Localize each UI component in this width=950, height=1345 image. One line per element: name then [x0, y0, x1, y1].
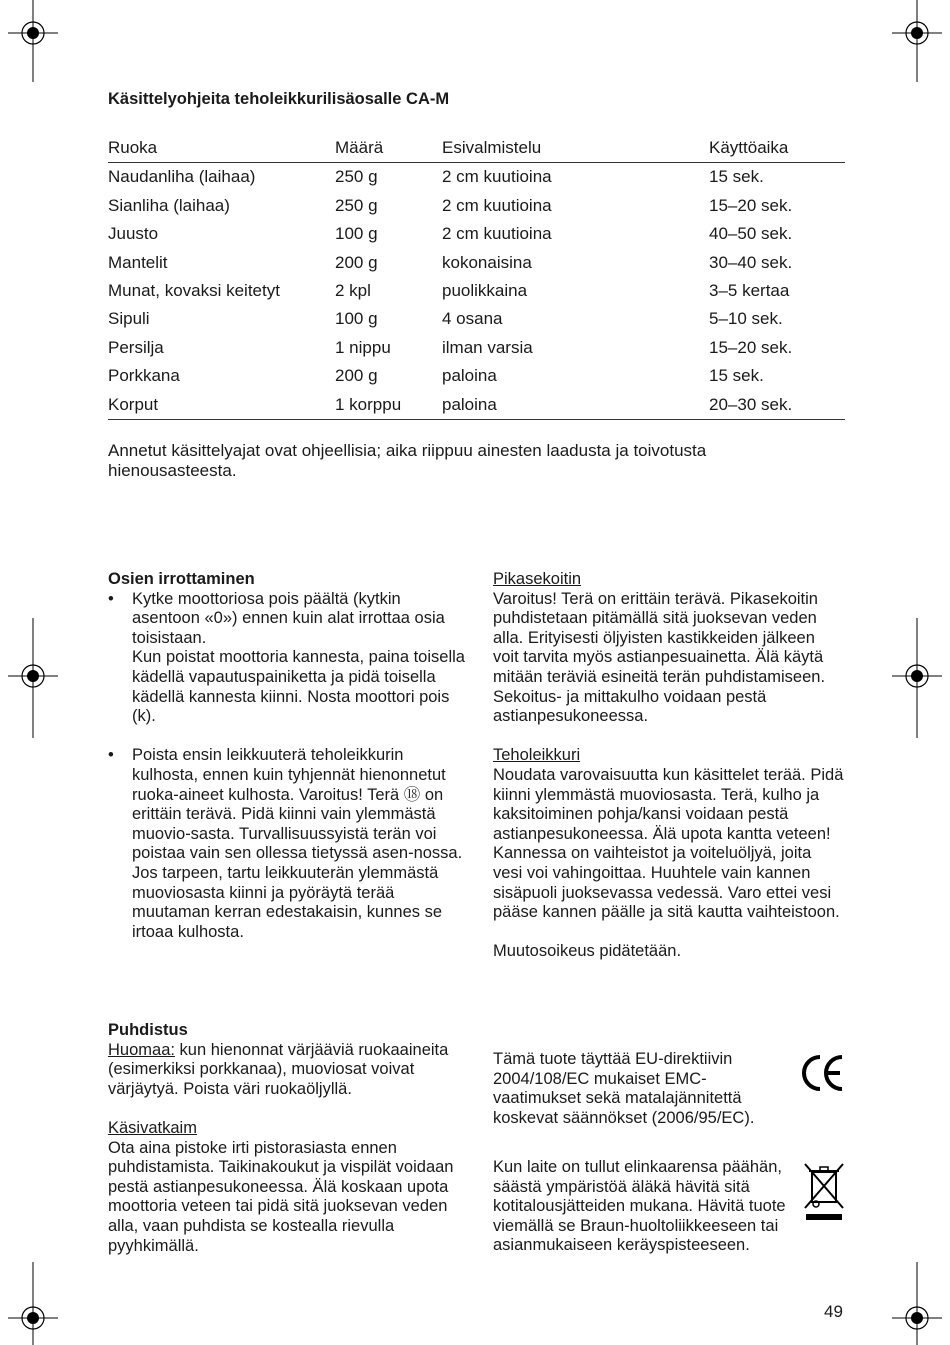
bullet-icon: •	[108, 746, 114, 765]
table-header-row	[108, 134, 845, 163]
disassembly-step-1: Kytke moottoriosa pois päältä (kytkin asentoon «0») ennen kuin alat irrottaa osia toisistaan.	[132, 589, 445, 647]
table-cell: Sipuli	[108, 309, 150, 329]
table-row	[108, 163, 845, 192]
table-cell: Porkkana	[108, 366, 180, 386]
ce-mark-icon	[801, 1053, 845, 1093]
table-cell: 5–10 sek.	[709, 309, 783, 329]
table-cell: 15–20 sek.	[709, 337, 793, 357]
table-cell: puolikkaina	[442, 280, 528, 300]
disassembly-step-1-continued: Kun poistat moottoria kannesta, paina toisella kädellä vapautuspainiketta ja pidä toisella kädellä kannesta kiinni. Nosta moottori pois (k).	[132, 648, 465, 726]
table-cell: 20–30 sek.	[709, 394, 793, 414]
table-row	[108, 390, 845, 419]
list-item	[108, 590, 468, 727]
table-cell: 100 g	[335, 309, 378, 329]
disassembly-step-2: Poista ensin leikkuuterä teholeikkurin kulhosta, ennen kuin tyhjennät hienonnetut ruoka-aineet kulhosta. Varoitus! Terä ⑱ on erittäin terävä. Pidä kiinni vain ylemmästä muovio-sasta. Turvallisuussyistä terän voi poistaa vain sen ollessa tietyssä asen-nossa. Jos tarpeen, tartu leikkuuterän ylemmästä muoviosasta kiinni ja pyöräytä terää muutaman kerran edestakaisin, kunnes se irtoaa kulhosta.	[132, 746, 463, 941]
registration-mark-top-right	[892, 0, 942, 82]
table-cell: Munat, kovaksi keitetyt	[108, 280, 280, 300]
column-header-amount: Määrä	[335, 138, 384, 158]
table-row	[108, 305, 845, 333]
table-cell: Persilja	[108, 337, 164, 357]
table-footnote: Annetut käsittelyajat ovat ohjeellisia; aika riippuu ainesten laadusta ja toivotusta hienousasteesta.	[108, 441, 707, 480]
table-cell: ilman varsia	[442, 337, 533, 357]
registration-mark-top-left	[8, 0, 58, 82]
table-cell: Naudanliha (laihaa)	[108, 167, 256, 187]
table-cell: 15–20 sek.	[709, 195, 793, 215]
table-cell: kokonaisina	[442, 252, 532, 272]
crossed-out-bin-icon	[803, 1162, 845, 1222]
chopper-text: Noudata varovaisuutta kun käsittelet terää. Pidä kiinni ylemmästä muoviosasta. Terä, kulho ja kaksitoiminen pohja/kansi voidaan pestä astianpesukoneessa. Älä upota kantta veteen! Kannessa on vaihteistot ja voiteluöljyä, joita vesi voi vahingoittaa. Huuhtele vain kannen sisäpuoli juoksevassa vedessä. Varo ettei vesi pääse kannen päälle ja sitä kautta vaihteistoon.	[493, 765, 844, 922]
bullet-icon: •	[108, 589, 114, 608]
rights-reserved: Muutosoikeus pidätetään.	[493, 942, 682, 961]
table-row	[108, 362, 845, 390]
disposal-text: Kun laite on tullut elinkaarensa päähän, säästä ympäristöä äläkä hävitä sitä kotitalousjätteiden mukana. Hävitä tuote viemällä se Braun-huoltoliikkeeseen tai asianmukaiseen keräyspisteeseen.	[493, 1158, 786, 1255]
table-row	[108, 277, 845, 305]
table-cell: 1 nippu	[335, 337, 391, 357]
page-title: Käsittelyohjeita teholeikkurilisäosalle CA-M	[108, 90, 450, 108]
processing-table	[108, 134, 845, 420]
right-column	[493, 570, 845, 962]
table-cell: paloina	[442, 366, 497, 386]
table-row	[108, 248, 845, 276]
table-cell: 30–40 sek.	[709, 252, 793, 272]
table-cell: 15 sek.	[709, 366, 764, 386]
column-header-preparation: Esivalmistelu	[442, 138, 542, 158]
table-cell: Korput	[108, 394, 159, 414]
ce-declaration	[493, 1050, 793, 1128]
left-column	[108, 570, 468, 942]
table-cell: 250 g	[335, 167, 378, 187]
section-heading-cleaning: Puhdistus	[108, 1021, 188, 1039]
ce-text: Tämä tuote täyttää EU-direktiivin 2004/108/EC mukaiset EMC-vaatimukset sekä matalajännitettä koskevat säännökset (2006/95/EC).	[493, 1050, 755, 1127]
column-header-time: Käyttöaika	[709, 138, 789, 158]
note-text: kun hienonnat värjääviä ruokaaineita (esimerkiksi porkkanaa), muoviosat voivat värjäytyä. Poista väri ruokaöljyllä.	[108, 1040, 449, 1098]
table-cell: 250 g	[335, 195, 378, 215]
list-item	[108, 746, 468, 942]
section-heading-disassembly: Osien irrottaminen	[108, 570, 255, 588]
table-row	[108, 191, 845, 219]
subheading-blender: Pikasekoitin	[493, 570, 582, 588]
table-cell: Mantelit	[108, 252, 168, 272]
hand-mixer-text: Ota aina pistoke irti pistorasiasta ennen puhdistamista. Taikinakoukut ja vispilät voidaan pestä astianpesukoneessa. Älä koskaan upota moottoria veteen tai pidä sitä juoksevan veden alla, vaan puhdista se kostealla rievulla pyyhkimällä.	[108, 1138, 454, 1255]
table-cell: 3–5 kertaa	[709, 280, 790, 300]
registration-mark-mid-right	[892, 618, 942, 738]
registration-mark-mid-left	[8, 618, 58, 738]
table-cell: 200 g	[335, 366, 378, 386]
table-cell: 15 sek.	[709, 167, 764, 187]
table-cell: 4 osana	[442, 309, 503, 329]
table-row	[108, 220, 845, 248]
registration-mark-bottom-right	[892, 1262, 942, 1345]
table-row	[108, 333, 845, 361]
subheading-hand-mixer: Käsivatkaim	[108, 1118, 197, 1137]
cleaning-note	[108, 1041, 468, 1100]
cleaning-section	[108, 1021, 468, 1256]
page-number: 49	[824, 1302, 843, 1321]
note-label: Huomaa:	[108, 1040, 175, 1059]
table-cell: 1 korppu	[335, 394, 402, 414]
table-cell: 200 g	[335, 252, 378, 272]
table-cell: 40–50 sek.	[709, 224, 793, 244]
registration-mark-bottom-left	[8, 1262, 58, 1345]
table-cell: Juusto	[108, 224, 159, 244]
table-cell: 2 cm kuutioina	[442, 195, 552, 215]
blender-text: Varoitus! Terä on erittäin terävä. Pikasekoitin puhdistetaan pitämällä sitä juoksevan veden alla. Erityisesti öljyisten kastikkeiden jälkeen voit tarvita myös astianpesuainetta. Älä käytä mitään teräviä esineitä terän puhdistamiseen. Sekoitus- ja mittakulho voidaan pestä astianpesukoneessa.	[493, 589, 826, 726]
table-cell: 100 g	[335, 224, 378, 244]
column-header-food: Ruoka	[108, 138, 158, 158]
table-cell: 2 cm kuutioina	[442, 167, 552, 187]
table-cell: paloina	[442, 394, 497, 414]
table-cell: Sianliha (laihaa)	[108, 195, 230, 215]
subheading-chopper: Teholeikkuri	[493, 746, 581, 765]
disposal-note	[493, 1158, 793, 1256]
table-cell: 2 cm kuutioina	[442, 224, 552, 244]
table-cell: 2 kpl	[335, 280, 371, 300]
